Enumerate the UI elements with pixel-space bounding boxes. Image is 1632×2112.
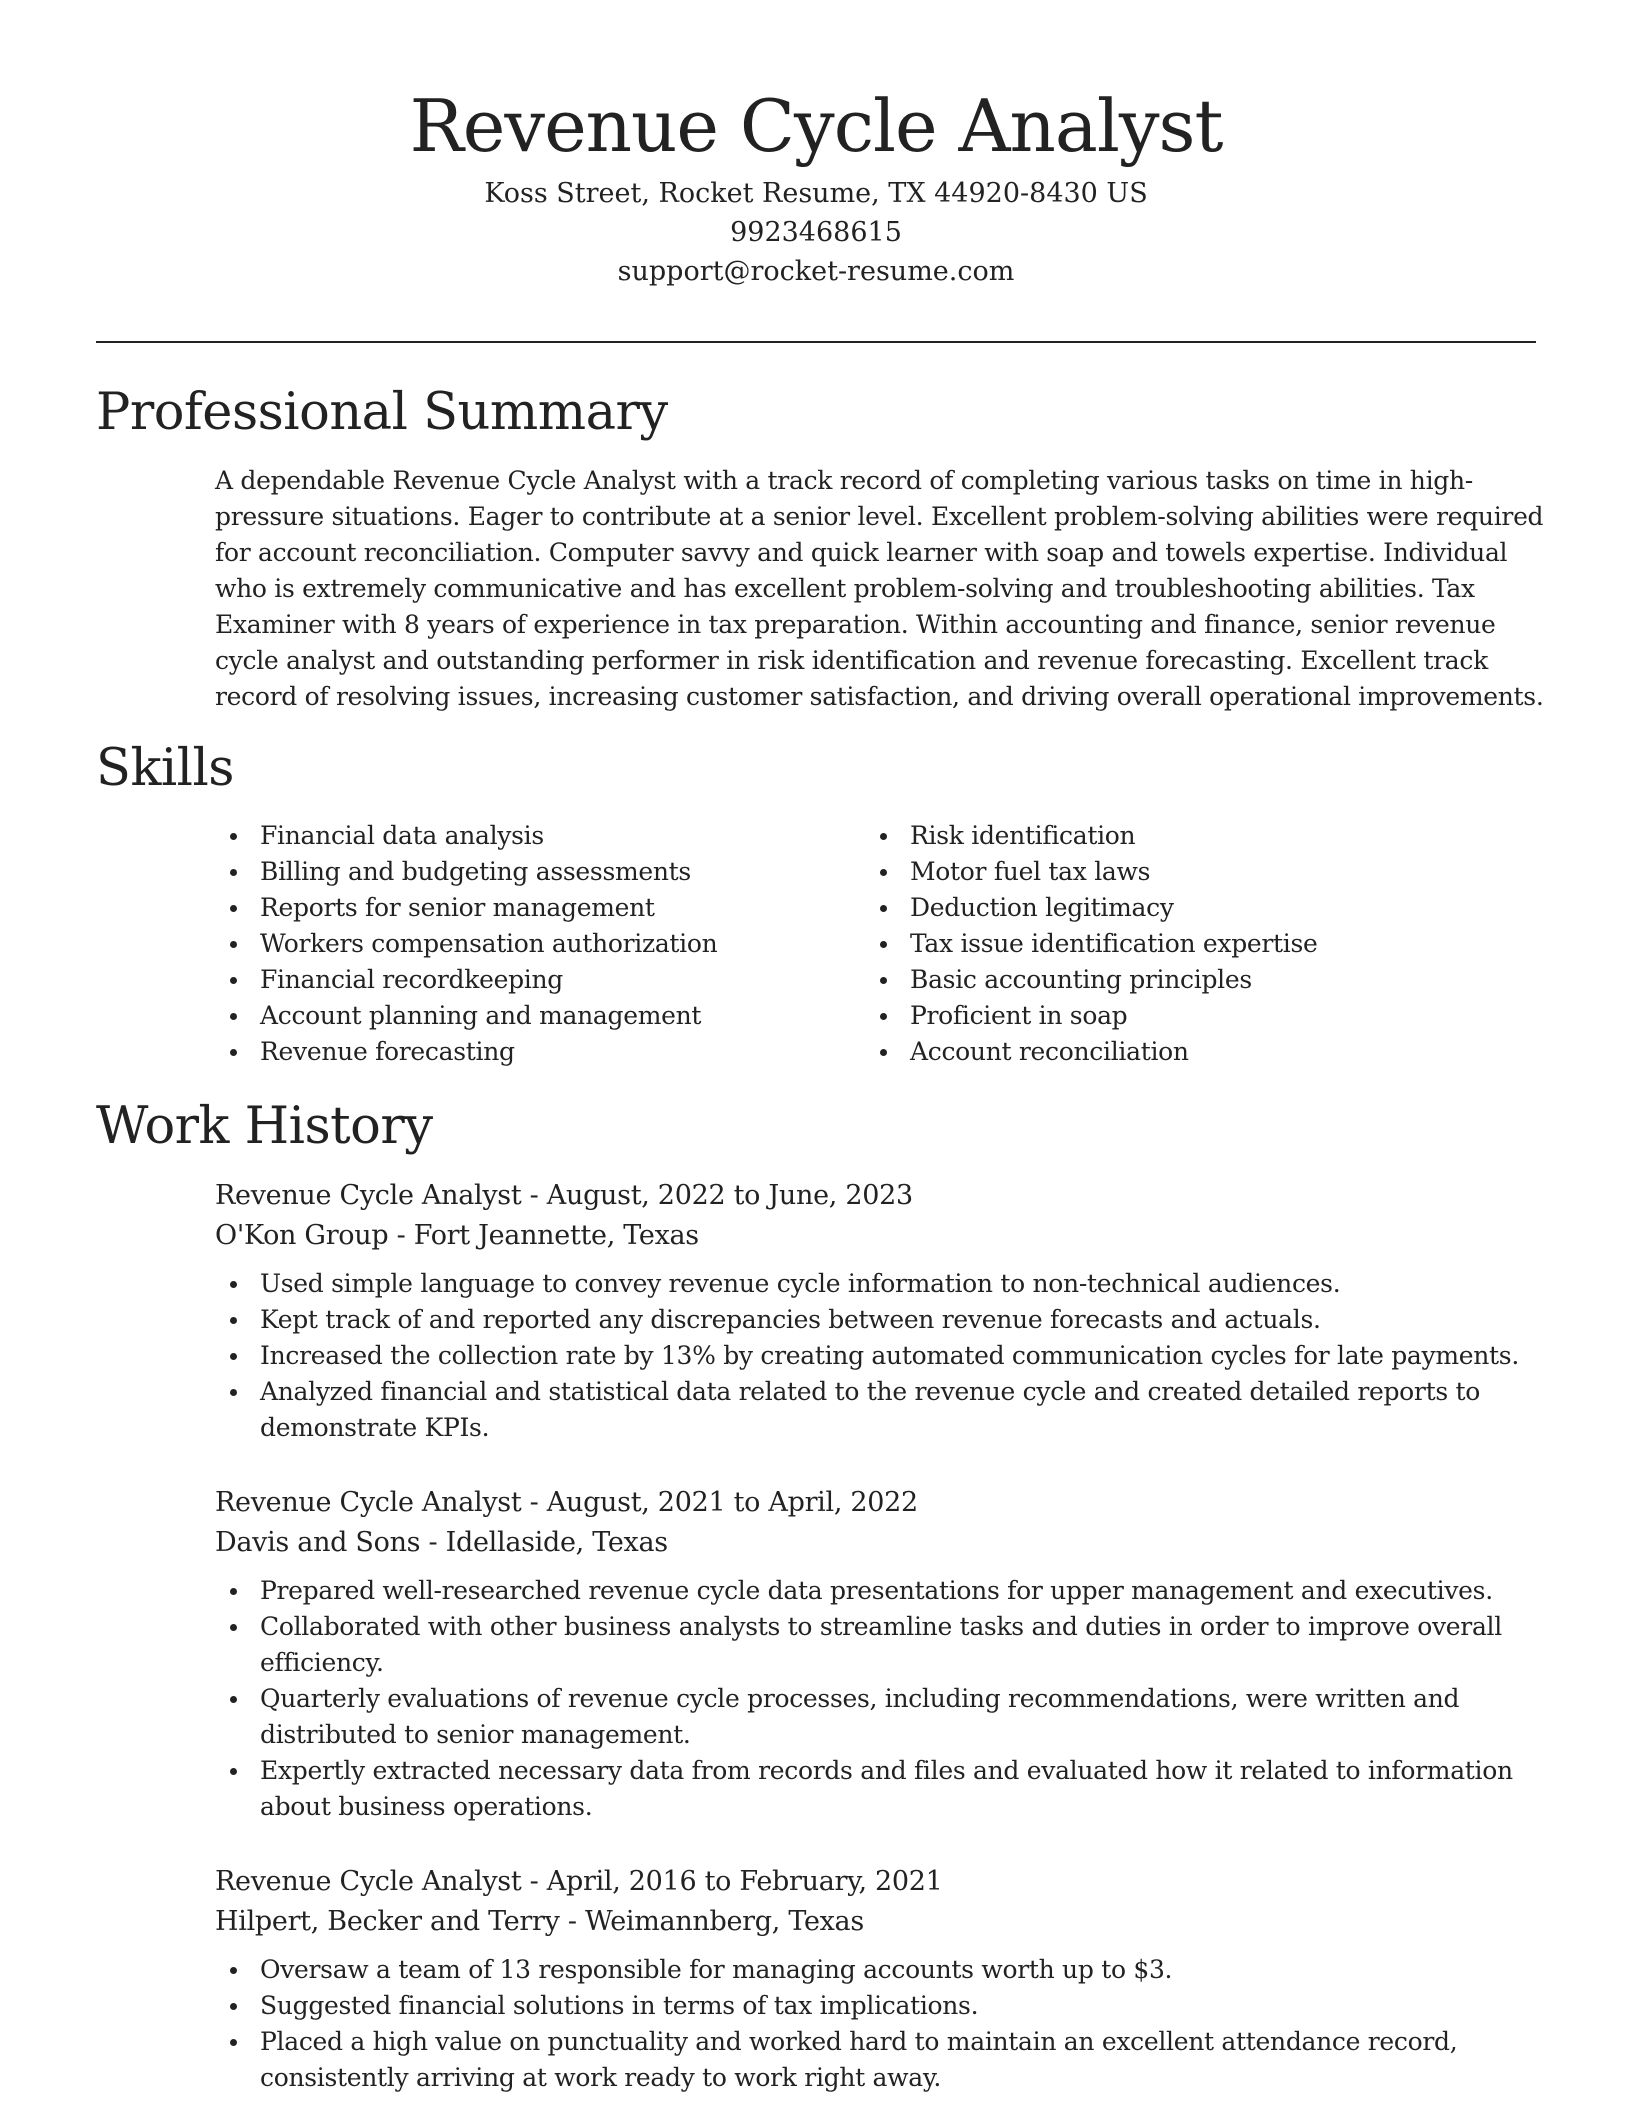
contact-info — [0, 174, 1632, 291]
job-dates: - August, 2021 to April, 2022 — [521, 1487, 918, 1518]
skill-item: Reports for senior management — [216, 890, 816, 926]
job-company: O'Kon Group — [215, 1220, 389, 1251]
job-company-line — [215, 1902, 1545, 1942]
job-title-line — [215, 1862, 1545, 1902]
job-title: Revenue Cycle Analyst — [215, 1866, 522, 1897]
job-bullet: Prepared well-researched revenue cycle data presentations for upper management and executives. — [216, 1573, 1545, 1609]
skills-list-right — [866, 818, 1526, 1070]
skill-item: Financial data analysis — [216, 818, 816, 854]
contact-phone: 9923468615 — [730, 217, 902, 248]
job-dates: - April, 2016 to February, 2021 — [521, 1866, 943, 1897]
skill-item: Basic accounting principles — [866, 962, 1526, 998]
skills-list-left — [216, 818, 816, 1070]
job-entry — [215, 1483, 1545, 1825]
job-bullet: Analyzed financial and statistical data related to the revenue cycle and created detailed reports to demonstrate KPIs. — [216, 1374, 1545, 1446]
skill-item: Workers compensation authorization — [216, 926, 816, 962]
job-bullet: Collaborated with other business analysts to streamline tasks and duties in order to improve overall efficiency. — [216, 1609, 1545, 1681]
resume-header — [0, 78, 1632, 291]
skill-item: Account planning and management — [216, 998, 816, 1034]
job-bullet: Quarterly evaluations of revenue cycle processes, including recommendations, were written and distributed to senior management. — [216, 1681, 1545, 1753]
job-location: - Idellaside, Texas — [420, 1527, 668, 1558]
job-company-line — [215, 1523, 1545, 1563]
skill-item: Revenue forecasting — [216, 1034, 816, 1070]
skill-item: Proficient in soap — [866, 998, 1526, 1034]
summary-heading: Professional Summary — [96, 383, 668, 442]
job-bullets — [216, 1266, 1545, 1446]
skill-item: Tax issue identification expertise — [866, 926, 1526, 962]
skill-item: Account reconciliation — [866, 1034, 1526, 1070]
contact-address: Koss Street, Rocket Resume, TX 44920-8430 US — [484, 178, 1148, 209]
job-location: - Weimannberg, Texas — [559, 1906, 864, 1937]
job-bullet: Kept track of and reported any discrepancies between revenue forecasts and actuals. — [216, 1302, 1545, 1338]
job-location: - Fort Jeannette, Texas — [388, 1220, 699, 1251]
job-bullet: Expertly extracted necessary data from records and files and evaluated how it related to information about business operations. — [216, 1753, 1545, 1825]
job-company: Davis and Sons — [215, 1527, 421, 1558]
job-company-line — [215, 1216, 1545, 1256]
job-title: Revenue Cycle Analyst — [215, 1180, 522, 1211]
job-company: Hilpert, Becker and Terry — [215, 1906, 560, 1937]
skill-item: Billing and budgeting assessments — [216, 854, 816, 890]
job-bullet: Oversaw a team of 13 responsible for managing accounts worth up to $3. — [216, 1952, 1545, 1988]
skill-item: Financial recordkeeping — [216, 962, 816, 998]
resume-title: Revenue Cycle Analyst — [409, 84, 1223, 168]
job-bullets — [216, 1573, 1545, 1825]
skill-item: Motor fuel tax laws — [866, 854, 1526, 890]
header-divider — [96, 341, 1536, 343]
skill-item: Deduction legitimacy — [866, 890, 1526, 926]
job-title-line — [215, 1483, 1545, 1523]
job-bullet: Increased the collection rate by 13% by creating automated communication cycles for late payments. — [216, 1338, 1545, 1374]
job-bullets — [216, 1952, 1545, 2096]
work-history-heading: Work History — [96, 1097, 433, 1156]
contact-email: support@rocket-resume.com — [617, 256, 1015, 287]
job-entry — [215, 1862, 1545, 2096]
job-dates: - August, 2022 to June, 2023 — [521, 1180, 913, 1211]
job-bullet: Used simple language to convey revenue cycle information to non-technical audiences. — [216, 1266, 1545, 1302]
job-title-line — [215, 1176, 1545, 1216]
job-entry — [215, 1176, 1545, 1446]
skills-heading: Skills — [96, 739, 234, 798]
summary-text: A dependable Revenue Cycle Analyst with a track record of completing various tasks on time in high-pressure situations. Eager to contribute at a senior level. Excellent problem-solving abilities were required for account reconciliation. Computer savvy and quick learner with soap and towels expertise. Individual who is extremely communicative and has excellent problem-solving and troubleshooting abilities. Tax Examiner with 8 years of experience in tax preparation. Within accounting and finance, senior revenue cycle analyst and outstanding performer in risk identification and revenue forecasting. Excellent track record of resolving issues, increasing customer satisfaction, and driving overall operational improvements. — [215, 466, 1544, 711]
job-title: Revenue Cycle Analyst — [215, 1487, 522, 1518]
job-bullet: Placed a high value on punctuality and worked hard to maintain an excellent attendance record, consistently arriving at work ready to work right away. — [216, 2024, 1545, 2096]
job-bullet: Suggested financial solutions in terms of tax implications. — [216, 1988, 1545, 2024]
skill-item: Risk identification — [866, 818, 1526, 854]
